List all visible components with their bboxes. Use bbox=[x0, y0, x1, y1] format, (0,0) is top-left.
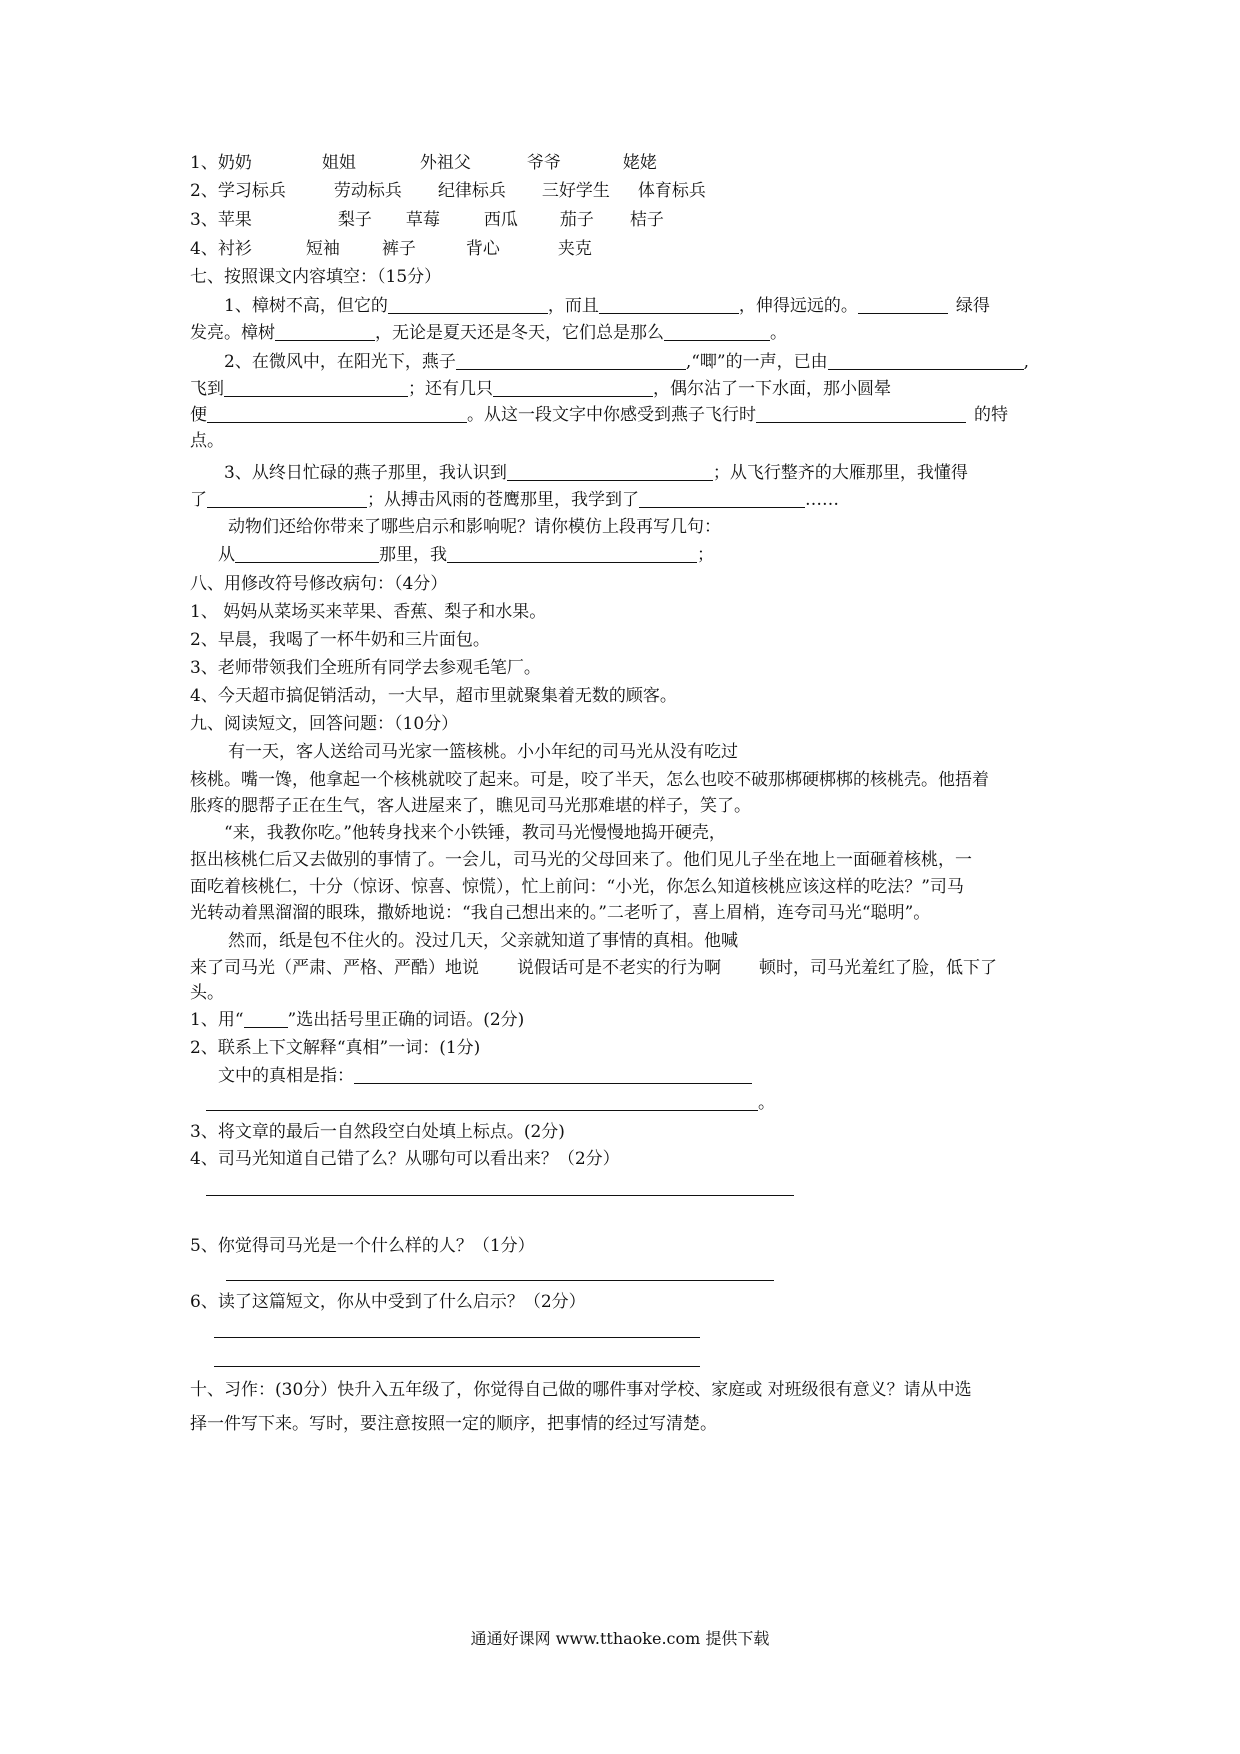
blank[interactable] bbox=[388, 296, 548, 314]
s7-q3-line1 bbox=[224, 462, 968, 484]
passage-line: 面吃着核桃仁，十分（惊讶、惊喜、惊慌），忙上前问：“小光，你怎么知道核桃应该这样的吃法？”司马 bbox=[190, 877, 964, 897]
blank[interactable] bbox=[828, 352, 1024, 370]
word: 体育标兵 bbox=[637, 181, 706, 201]
blank[interactable] bbox=[244, 1010, 288, 1028]
answer-line[interactable] bbox=[214, 1366, 700, 1367]
text: 飞到 bbox=[190, 379, 224, 399]
blank[interactable] bbox=[507, 463, 713, 481]
group-row-4 bbox=[190, 238, 592, 260]
word: 姐姐 bbox=[321, 153, 356, 173]
word: 短袖 bbox=[305, 239, 340, 259]
passage-line: 光转动着黑溜溜的眼珠，撒娇地说：“我自己想出来的。”二老听了，喜上眉梢，连夸司马光“聪明”。 bbox=[190, 903, 931, 923]
text: 文中的真相是指： bbox=[218, 1066, 354, 1086]
text: 。 bbox=[770, 323, 787, 343]
blank[interactable] bbox=[224, 379, 408, 397]
word: 2、学习标兵 bbox=[190, 181, 286, 201]
s9-q5: 5、你觉得司马光是一个什么样的人？（1分） bbox=[190, 1236, 535, 1256]
text: 。从这一段文字中你感受到燕子飞行时 bbox=[467, 405, 756, 425]
word: 三好学生 bbox=[541, 181, 610, 201]
word: 背心 bbox=[465, 239, 500, 259]
passage-line: 头。 bbox=[190, 983, 224, 1003]
text: 顿时，司马光羞红了脸，低下了 bbox=[759, 958, 997, 978]
text: ； bbox=[697, 545, 714, 565]
word: 西瓜 bbox=[483, 210, 518, 230]
s9-q2-answer-2 bbox=[206, 1092, 775, 1114]
s7-q2-line4: 点。 bbox=[190, 431, 224, 451]
word: 1、奶奶 bbox=[190, 153, 252, 173]
group-row-3 bbox=[190, 209, 664, 231]
blank[interactable] bbox=[493, 379, 653, 397]
text: 来了司马光（严肃、严格、严酷）地说 bbox=[190, 958, 479, 978]
text: 便 bbox=[190, 405, 207, 425]
text: 那里，我 bbox=[379, 545, 447, 565]
word: 姥姥 bbox=[622, 153, 657, 173]
s7-q3-line2 bbox=[190, 489, 839, 511]
passage-line: 有一天，客人送给司马光家一篮核桃。小小年纪的司马光从没有吃过 bbox=[228, 742, 738, 762]
s8-item-1: 1、 妈妈从菜场买来苹果、香蕉、梨子和水果。 bbox=[190, 602, 547, 622]
text: ，而且 bbox=[547, 296, 599, 316]
blank[interactable] bbox=[207, 405, 467, 423]
word: 外祖父 bbox=[419, 153, 471, 173]
text: ，偶尔沾了一下水面，那小圆晕 bbox=[653, 379, 891, 399]
text: , bbox=[1023, 352, 1030, 372]
s7-q2-line1 bbox=[224, 351, 1029, 373]
text: ；从搏击风雨的苍鹰那里，我学到了 bbox=[367, 490, 639, 510]
word: 爷爷 bbox=[526, 153, 561, 173]
s9-q6: 6、读了这篇短文，你从中受到了什么启示？（2分） bbox=[190, 1292, 586, 1312]
text: 的特 bbox=[974, 405, 1008, 425]
section-7-title: 七、按照课文内容填空：（15分） bbox=[190, 267, 442, 287]
answer-line[interactable] bbox=[214, 1337, 700, 1338]
passage-line: 核桃。嘴一馋，他拿起一个核桃就咬了起来。可是，咬了半天，怎么也咬不破那梆硬梆梆的核桃壳。他捂着 bbox=[190, 770, 989, 790]
text: 发亮。樟树 bbox=[190, 323, 275, 343]
word: 草莓 bbox=[405, 210, 440, 230]
s7-q2-line2 bbox=[190, 378, 891, 400]
word: 夹克 bbox=[557, 239, 592, 259]
s8-item-4: 4、今天超市搞促销活动，一大早，超市里就聚集着无数的顾客。 bbox=[190, 686, 677, 706]
answer-blank[interactable] bbox=[354, 1066, 752, 1084]
s9-q1 bbox=[190, 1009, 524, 1031]
text: ，伸得远远的。 bbox=[738, 296, 858, 316]
s7-q3-prompt: 动物们还给你带来了哪些启示和影响呢？请你模仿上段再写几句： bbox=[228, 517, 721, 537]
group-row-2 bbox=[190, 180, 706, 202]
text: 3、从终日忙碌的燕子那里，我认识到 bbox=[224, 463, 507, 483]
s9-q4: 4、司马光知道自己错了么？从哪句可以看出来？（2分） bbox=[190, 1149, 620, 1169]
text: ；从飞行整齐的大雁那里，我懂得 bbox=[712, 463, 968, 483]
blank[interactable] bbox=[207, 490, 367, 508]
text: ；还有几只 bbox=[408, 379, 493, 399]
s9-q3: 3、将文章的最后一自然段空白处填上标点。(2分) bbox=[190, 1122, 565, 1142]
text: 1、用“ bbox=[190, 1010, 244, 1030]
blank[interactable] bbox=[858, 296, 948, 314]
word: 纪律标兵 bbox=[437, 181, 506, 201]
text: 绿得 bbox=[955, 296, 990, 316]
blank[interactable] bbox=[235, 545, 379, 563]
section-10-line1: 十、习作：(30分）快升入五年级了，你觉得自己做的哪件事对学校、家庭或 对班级很有意义？请从中选 bbox=[190, 1380, 972, 1400]
word: 茄子 bbox=[559, 210, 594, 230]
blank[interactable] bbox=[664, 323, 770, 341]
section-10-line2: 择一件写下来。写时，要注意按照一定的顺序，把事情的经过写清楚。 bbox=[190, 1414, 717, 1434]
answer-blank[interactable] bbox=[206, 1093, 758, 1111]
text: ，无论是夏天还是冬天，它们总是那么 bbox=[375, 323, 664, 343]
blank[interactable] bbox=[756, 405, 966, 423]
s9-q2: 2、联系上下文解释“真相”一词：(1分) bbox=[190, 1038, 481, 1058]
blank[interactable] bbox=[639, 490, 805, 508]
answer-line[interactable] bbox=[226, 1280, 774, 1281]
text: 说假话可是不老实的行为啊 bbox=[517, 958, 721, 978]
word: 3、苹果 bbox=[190, 210, 252, 230]
passage-line: 然而，纸是包不住火的。没过几天，父亲就知道了事情的真相。他喊 bbox=[228, 931, 738, 951]
blank[interactable] bbox=[447, 545, 697, 563]
s7-q3-line4 bbox=[218, 544, 714, 566]
word: 裤子 bbox=[381, 239, 416, 259]
text: 2、在微风中，在阳光下，燕子 bbox=[224, 352, 456, 372]
blank[interactable] bbox=[275, 323, 375, 341]
word: 4、衬衫 bbox=[190, 239, 252, 259]
text: 。 bbox=[758, 1093, 775, 1113]
s7-q2-line3 bbox=[190, 404, 1008, 426]
s8-item-3: 3、老师带领我们全班所有同学去参观毛笔厂。 bbox=[190, 658, 541, 678]
answer-line[interactable] bbox=[206, 1195, 794, 1196]
s9-q2-answer bbox=[218, 1065, 752, 1087]
word: 劳动标兵 bbox=[333, 181, 402, 201]
section-9-title: 九、阅读短文，回答问题：（10分） bbox=[190, 714, 459, 734]
passage-line: 胀疼的腮帮子正在生气，客人进屋来了，瞧见司马光那难堪的样子，笑了。 bbox=[190, 796, 751, 816]
text: ”选出括号里正确的词语。(2分) bbox=[287, 1010, 525, 1030]
s8-item-2: 2、早晨，我喝了一杯牛奶和三片面包。 bbox=[190, 630, 490, 650]
passage-line: 抠出核桃仁后又去做别的事情了。一会儿，司马光的父母回来了。他们见儿子坐在地上一面砸着核桃，一 bbox=[190, 850, 972, 870]
s7-q1-line1 bbox=[224, 295, 990, 317]
section-8-title: 八、用修改符号修改病句：（4分） bbox=[190, 574, 448, 594]
passage-line bbox=[190, 957, 997, 979]
passage-line: “来，我教你吃。”他转身找来个小铁锤，教司马光慢慢地捣开硬壳， bbox=[224, 823, 726, 843]
text: ,“唧”的一声，已由 bbox=[685, 352, 828, 372]
word: 桔子 bbox=[629, 210, 664, 230]
s7-q1-line2 bbox=[190, 322, 787, 344]
word: 梨子 bbox=[337, 210, 372, 230]
text: …… bbox=[805, 490, 839, 510]
blank[interactable] bbox=[456, 352, 686, 370]
text: 从 bbox=[218, 545, 235, 565]
blank[interactable] bbox=[599, 296, 739, 314]
page-footer: 通通好课网 www.tthaoke.com 提供下载 bbox=[470, 1629, 770, 1648]
text: 了 bbox=[190, 490, 207, 510]
group-row-1 bbox=[190, 152, 657, 174]
text: 1、樟树不高，但它的 bbox=[224, 296, 388, 316]
